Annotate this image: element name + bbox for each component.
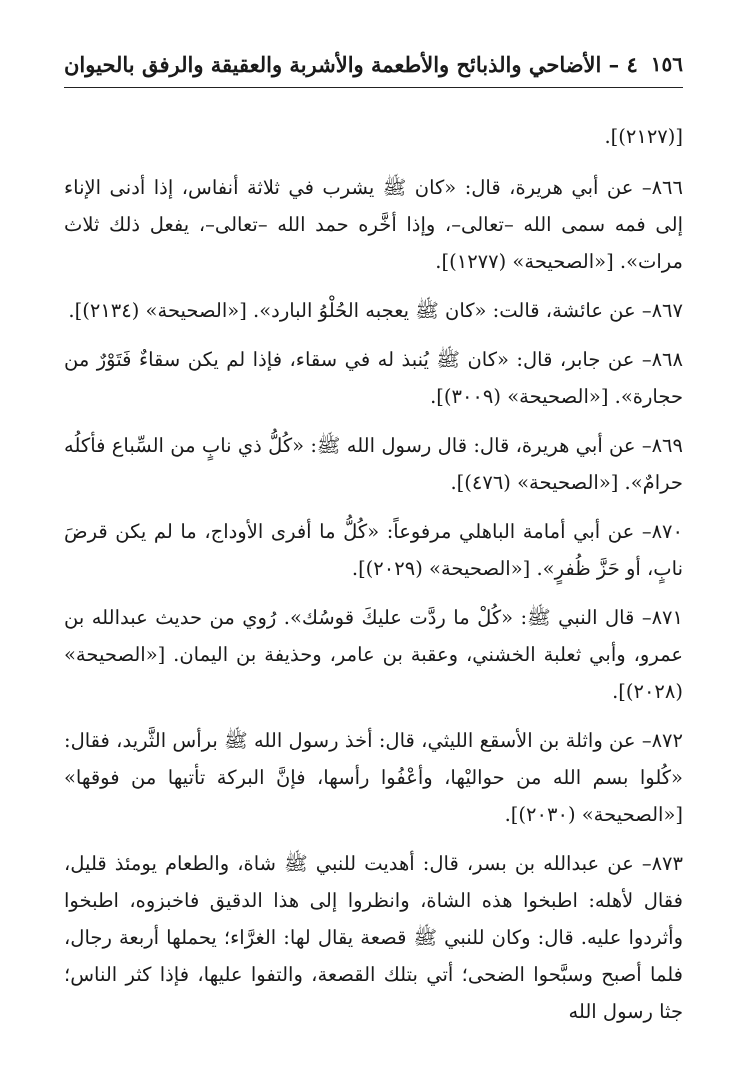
hadith-870: ٨٧٠– عن أبي أمامة الباهلي مرفوعاً: «كُلُّ ما أفرى الأوداج، ما لم يكن قرضَ نابٍ، أو حَزَّ ظُفرٍ». [«الصحيحة» (٢٠٢٩)]. bbox=[64, 520, 683, 580]
page-number: ١٥٦ bbox=[650, 52, 683, 76]
hadith-873: ٨٧٣– عن عبدالله بن بسر، قال: أهديت للنبي ﷺ شاة، والطعام يومئذ قليل، فقال لأهله: اطبخوا هذه الشاة، وانظروا إلى هذا الدقيق فاخبزوه، اطبخوا وأثردوا عليه. قال: وكان للنبي ﷺ قصعة يقال لها: الغرَّاء؛ يحملها أربعة رجال، فلما أصبح وسبَّحوا الضحى؛ أتي بتلك القصعة، والتفوا عليها، فإذا كثر الناس؛ جثا رسول الله bbox=[64, 852, 683, 1023]
chapter-title: ٤ – الأضاحي والذبائح والأطعمة والأشربة والعقيقة والرفق بالحيوان bbox=[64, 51, 638, 77]
hadith-867: ٨٦٧– عن عائشة، قالت: «كان ﷺ يعجبه الحُلْوُ البارد». [«الصحيحة» (٢١٣٤)]. bbox=[68, 299, 683, 322]
hadith-872: ٨٧٢– عن واثلة بن الأسقع الليثي، قال: أخذ رسول الله ﷺ برأس الثَّريد، فقال: «كُلوا بسم الله من حواليْها، وأعْفُوا رأسها، فإنَّ البركة تأتيها من فوقها» [«الصحيحة» (٢٠٣٠)]. bbox=[64, 729, 683, 826]
header-divider bbox=[64, 87, 683, 88]
running-header bbox=[64, 46, 683, 82]
hadith-868: ٨٦٨– عن جابر، قال: «كان ﷺ يُنبذ له في سقاء، فإذا لم يكن سقاءٌ فَتَوْرٌ من حجارة». [«الصحيحة» (٣٠٠٩)]. bbox=[64, 348, 683, 408]
hadith-869: ٨٦٩– عن أبي هريرة، قال: قال رسول الله ﷺ: «كُلُّ ذي نابٍ من السِّباع فأكلُه حرامٌ». [«الصحيحة» (٤٧٦)]. bbox=[64, 434, 683, 494]
paragraph-continuation: [(٢١٢٧)]. bbox=[604, 125, 683, 148]
hadith-871: ٨٧١– قال النبي ﷺ: «كُلْ ما ردَّت عليكَ قوسُك». رُوي من حديث عبدالله بن عمرو، وأبي ثعلبة الخشني، وعقبة بن عامر، وحذيفة بن اليمان. [«الصحيحة» (٢٠٢٨)]. bbox=[64, 606, 683, 703]
page-body bbox=[64, 118, 683, 1042]
hadith-866: ٨٦٦– عن أبي هريرة، قال: «كان ﷺ يشرب في ثلاثة أنفاس، إذا أدنى الإناء إلى فمه سمى الله –تعالى–، وإذا أخَّره حمد الله –تعالى–، يفعل ذلك ثلاث مرات». [«الصحيحة» (١٢٧٧)]. bbox=[64, 176, 683, 273]
